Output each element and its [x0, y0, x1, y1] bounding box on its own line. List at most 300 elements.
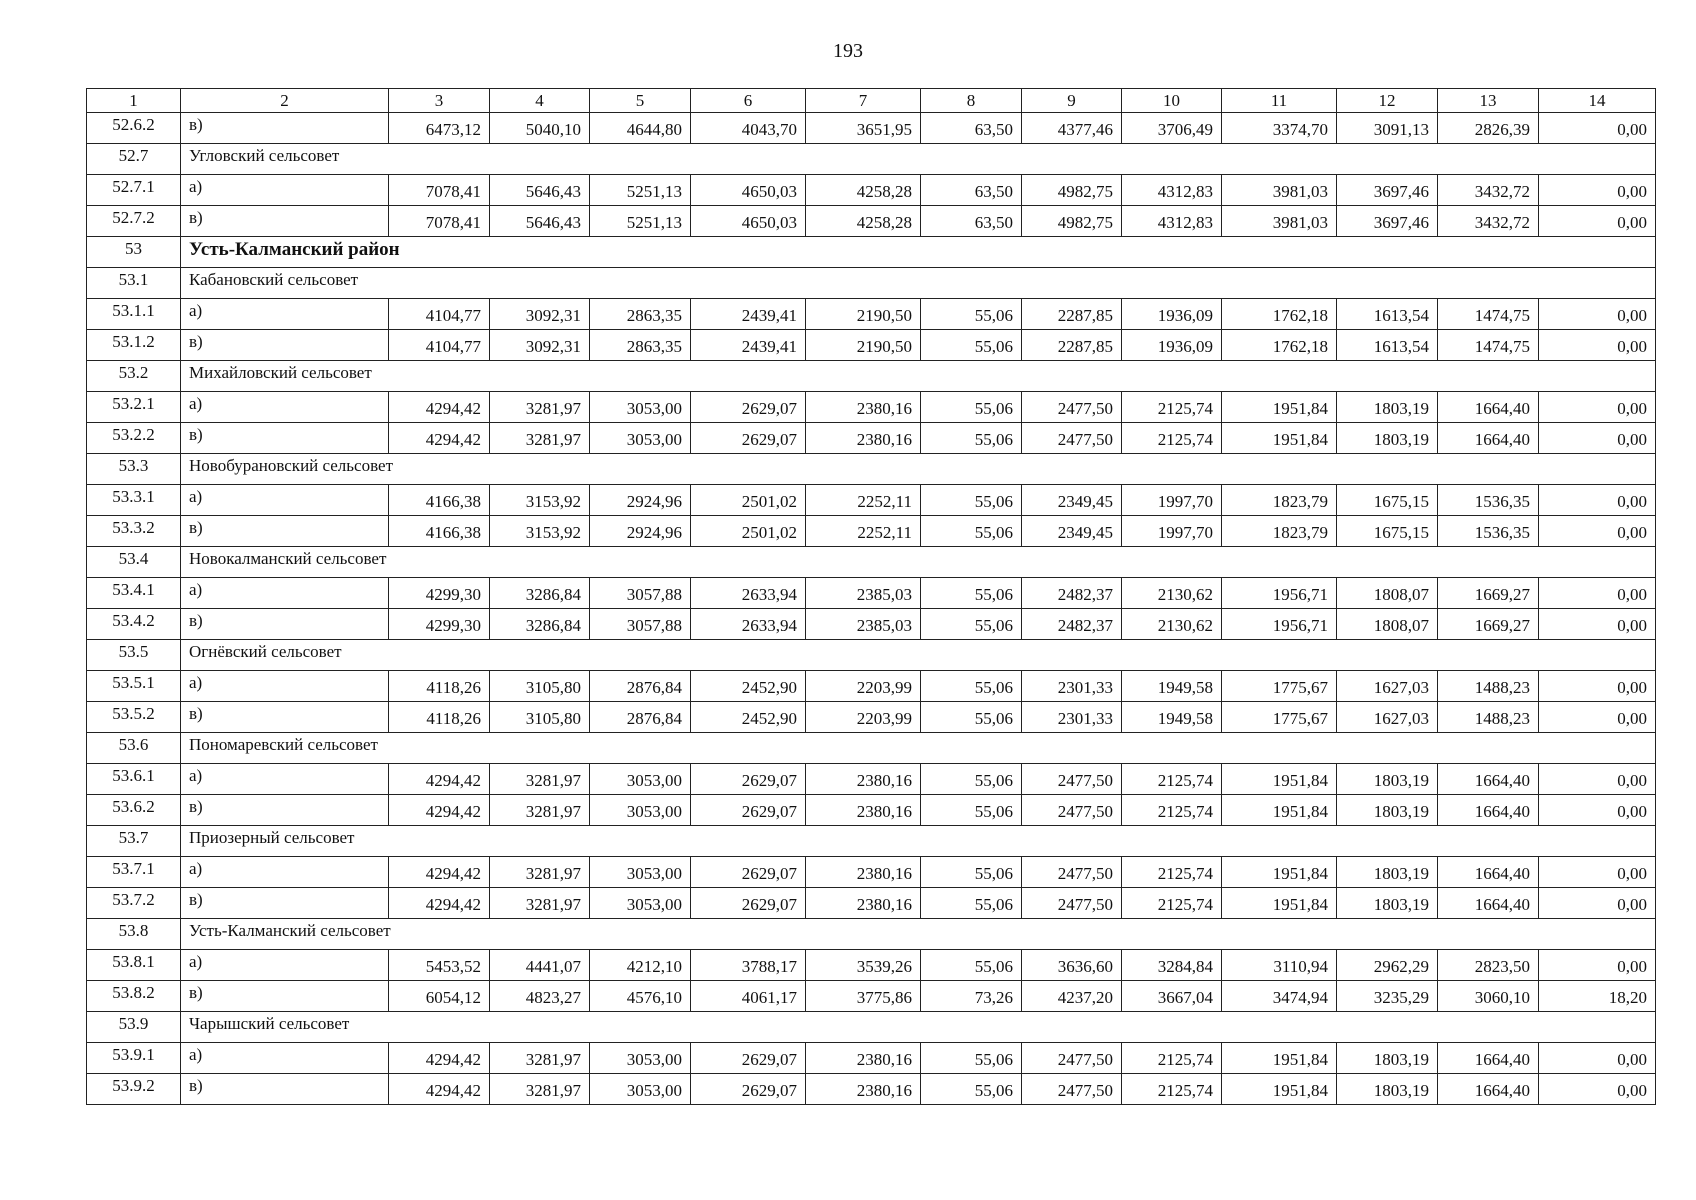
table-row: [87, 113, 1656, 144]
value-cell: 2125,74: [1122, 888, 1222, 919]
value-cell: 3706,49: [1122, 113, 1222, 144]
value-cell: 3651,95: [806, 113, 921, 144]
value-cell: 3286,84: [490, 609, 590, 640]
row-variant-label: в): [181, 795, 389, 826]
value-cell: 0,00: [1539, 1043, 1656, 1074]
value-cell: 3053,00: [590, 795, 691, 826]
row-variant-label: в): [181, 702, 389, 733]
value-cell: 3281,97: [490, 795, 590, 826]
value-cell: 2380,16: [806, 795, 921, 826]
value-cell: 5040,10: [490, 113, 590, 144]
value-cell: 1669,27: [1438, 609, 1539, 640]
row-code: 53.7.2: [87, 888, 181, 919]
row-variant-label: в): [181, 423, 389, 454]
value-cell: 3667,04: [1122, 981, 1222, 1012]
row-variant-label: в): [181, 113, 389, 144]
row-variant-label: в): [181, 206, 389, 237]
value-cell: 4299,30: [389, 609, 490, 640]
value-cell: 0,00: [1539, 702, 1656, 733]
value-cell: 4166,38: [389, 516, 490, 547]
value-cell: 2482,37: [1022, 578, 1122, 609]
value-cell: 1803,19: [1337, 1074, 1438, 1105]
column-number-cell: 3: [389, 89, 490, 113]
section-row: [87, 640, 1656, 671]
row-variant-label: а): [181, 299, 389, 330]
row-code: 52.7.1: [87, 175, 181, 206]
value-cell: 3057,88: [590, 609, 691, 640]
value-cell: 2876,84: [590, 702, 691, 733]
value-cell: 0,00: [1539, 950, 1656, 981]
table-row: [87, 330, 1656, 361]
table-row: [87, 1043, 1656, 1074]
section-name: Угловский сельсовет: [181, 144, 1656, 175]
value-cell: 4576,10: [590, 981, 691, 1012]
row-code: 53.3: [87, 454, 181, 485]
value-cell: 0,00: [1539, 888, 1656, 919]
value-cell: 55,06: [921, 950, 1022, 981]
value-cell: 1613,54: [1337, 330, 1438, 361]
value-cell: 1951,84: [1222, 888, 1337, 919]
value-cell: 4982,75: [1022, 206, 1122, 237]
value-cell: 2629,07: [691, 1043, 806, 1074]
row-code: 53.8.2: [87, 981, 181, 1012]
value-cell: 1474,75: [1438, 299, 1539, 330]
row-code: 52.6.2: [87, 113, 181, 144]
row-code: 53.1.2: [87, 330, 181, 361]
value-cell: 7078,41: [389, 206, 490, 237]
value-cell: 4061,17: [691, 981, 806, 1012]
section-name: Михайловский сельсовет: [181, 361, 1656, 392]
value-cell: 1664,40: [1438, 1043, 1539, 1074]
value-cell: 2477,50: [1022, 392, 1122, 423]
row-code: 53.9.2: [87, 1074, 181, 1105]
value-cell: 3105,80: [490, 702, 590, 733]
value-cell: 2863,35: [590, 330, 691, 361]
value-cell: 1675,15: [1337, 485, 1438, 516]
district-row: [87, 237, 1656, 268]
value-cell: 3053,00: [590, 857, 691, 888]
row-code: 53.2.1: [87, 392, 181, 423]
table-row: [87, 609, 1656, 640]
value-cell: 2380,16: [806, 888, 921, 919]
value-cell: 3981,03: [1222, 206, 1337, 237]
value-cell: 3281,97: [490, 888, 590, 919]
value-cell: 1951,84: [1222, 764, 1337, 795]
value-cell: 3053,00: [590, 1043, 691, 1074]
value-cell: 2385,03: [806, 578, 921, 609]
row-variant-label: в): [181, 330, 389, 361]
value-cell: 4258,28: [806, 175, 921, 206]
value-cell: 0,00: [1539, 578, 1656, 609]
value-cell: 2629,07: [691, 392, 806, 423]
section-row: [87, 144, 1656, 175]
value-cell: 2629,07: [691, 764, 806, 795]
value-cell: 55,06: [921, 516, 1022, 547]
value-cell: 2125,74: [1122, 857, 1222, 888]
section-name: Усть-Калманский сельсовет: [181, 919, 1656, 950]
row-variant-label: в): [181, 516, 389, 547]
table-row: [87, 671, 1656, 702]
row-code: 53.4: [87, 547, 181, 578]
row-code: 53.9: [87, 1012, 181, 1043]
value-cell: 0,00: [1539, 857, 1656, 888]
value-cell: 1936,09: [1122, 330, 1222, 361]
value-cell: 4644,80: [590, 113, 691, 144]
value-cell: 3091,13: [1337, 113, 1438, 144]
value-cell: 0,00: [1539, 671, 1656, 702]
value-cell: 2439,41: [691, 299, 806, 330]
value-cell: 4294,42: [389, 392, 490, 423]
value-cell: 55,06: [921, 795, 1022, 826]
value-cell: 1951,84: [1222, 1043, 1337, 1074]
value-cell: 55,06: [921, 578, 1022, 609]
value-cell: 1664,40: [1438, 1074, 1539, 1105]
value-cell: 5646,43: [490, 206, 590, 237]
value-cell: 2477,50: [1022, 888, 1122, 919]
value-cell: 4258,28: [806, 206, 921, 237]
row-variant-label: а): [181, 857, 389, 888]
value-cell: 2287,85: [1022, 299, 1122, 330]
value-cell: 2301,33: [1022, 671, 1122, 702]
section-row: [87, 919, 1656, 950]
value-cell: 6473,12: [389, 113, 490, 144]
table-row: [87, 299, 1656, 330]
value-cell: 55,06: [921, 485, 1022, 516]
value-cell: 63,50: [921, 175, 1022, 206]
table-row: [87, 981, 1656, 1012]
value-cell: 1664,40: [1438, 888, 1539, 919]
value-cell: 0,00: [1539, 113, 1656, 144]
value-cell: 2380,16: [806, 857, 921, 888]
value-cell: 3981,03: [1222, 175, 1337, 206]
row-code: 53.2.2: [87, 423, 181, 454]
section-name: Новокалманский сельсовет: [181, 547, 1656, 578]
value-cell: 2477,50: [1022, 795, 1122, 826]
value-cell: 3105,80: [490, 671, 590, 702]
value-cell: 3474,94: [1222, 981, 1337, 1012]
column-number-cell: 5: [590, 89, 691, 113]
row-code: 52.7.2: [87, 206, 181, 237]
value-cell: 1488,23: [1438, 702, 1539, 733]
page-number: 193: [833, 40, 863, 62]
section-row: [87, 826, 1656, 857]
value-cell: 5453,52: [389, 950, 490, 981]
value-cell: 1664,40: [1438, 857, 1539, 888]
value-cell: 4294,42: [389, 857, 490, 888]
value-cell: 2349,45: [1022, 516, 1122, 547]
value-cell: 1627,03: [1337, 702, 1438, 733]
value-cell: 2501,02: [691, 485, 806, 516]
row-code: 52.7: [87, 144, 181, 175]
column-number-cell: 1: [87, 89, 181, 113]
value-cell: 1627,03: [1337, 671, 1438, 702]
value-cell: 2823,50: [1438, 950, 1539, 981]
value-cell: 1951,84: [1222, 392, 1337, 423]
value-cell: 0,00: [1539, 1074, 1656, 1105]
row-variant-label: а): [181, 578, 389, 609]
value-cell: 2130,62: [1122, 578, 1222, 609]
value-cell: 4104,77: [389, 299, 490, 330]
value-cell: 2125,74: [1122, 795, 1222, 826]
column-number-cell: 9: [1022, 89, 1122, 113]
value-cell: 1488,23: [1438, 671, 1539, 702]
value-cell: 1951,84: [1222, 795, 1337, 826]
column-number-cell: 13: [1438, 89, 1539, 113]
value-cell: 2633,94: [691, 578, 806, 609]
value-cell: 55,06: [921, 857, 1022, 888]
value-cell: 55,06: [921, 1074, 1022, 1105]
row-code: 53.9.1: [87, 1043, 181, 1074]
section-name: Приозерный сельсовет: [181, 826, 1656, 857]
value-cell: 3775,86: [806, 981, 921, 1012]
table-row: [87, 392, 1656, 423]
value-cell: 4312,83: [1122, 206, 1222, 237]
value-cell: 3235,29: [1337, 981, 1438, 1012]
row-variant-label: а): [181, 175, 389, 206]
value-cell: 1664,40: [1438, 764, 1539, 795]
value-cell: 3053,00: [590, 1074, 691, 1105]
row-variant-label: а): [181, 485, 389, 516]
column-number-cell: 8: [921, 89, 1022, 113]
value-cell: 1936,09: [1122, 299, 1222, 330]
value-cell: 3286,84: [490, 578, 590, 609]
table-row: [87, 175, 1656, 206]
table-row: [87, 1074, 1656, 1105]
section-name: Огнёвский сельсовет: [181, 640, 1656, 671]
value-cell: 5251,13: [590, 206, 691, 237]
value-cell: 1951,84: [1222, 423, 1337, 454]
value-cell: 2452,90: [691, 671, 806, 702]
value-cell: 2130,62: [1122, 609, 1222, 640]
column-number-cell: 11: [1222, 89, 1337, 113]
value-cell: 2501,02: [691, 516, 806, 547]
value-cell: 2380,16: [806, 423, 921, 454]
value-cell: 2125,74: [1122, 764, 1222, 795]
value-cell: 1613,54: [1337, 299, 1438, 330]
value-cell: 2477,50: [1022, 423, 1122, 454]
value-cell: 4104,77: [389, 330, 490, 361]
section-row: [87, 454, 1656, 485]
section-row: [87, 547, 1656, 578]
value-cell: 3153,92: [490, 485, 590, 516]
value-cell: 2477,50: [1022, 1043, 1122, 1074]
value-cell: 3432,72: [1438, 206, 1539, 237]
value-cell: 2477,50: [1022, 857, 1122, 888]
column-number-cell: 12: [1337, 89, 1438, 113]
value-cell: 1956,71: [1222, 578, 1337, 609]
row-code: 53.3.1: [87, 485, 181, 516]
value-cell: 3153,92: [490, 516, 590, 547]
value-cell: 2629,07: [691, 888, 806, 919]
value-cell: 3788,17: [691, 950, 806, 981]
value-cell: 1997,70: [1122, 485, 1222, 516]
value-cell: 1949,58: [1122, 702, 1222, 733]
value-cell: 1664,40: [1438, 392, 1539, 423]
value-cell: 0,00: [1539, 175, 1656, 206]
value-cell: 55,06: [921, 702, 1022, 733]
value-cell: 4377,46: [1022, 113, 1122, 144]
value-cell: 3092,31: [490, 330, 590, 361]
value-cell: 3281,97: [490, 857, 590, 888]
value-cell: 2349,45: [1022, 485, 1122, 516]
value-cell: 55,06: [921, 764, 1022, 795]
section-row: [87, 268, 1656, 299]
value-cell: 1956,71: [1222, 609, 1337, 640]
row-variant-label: а): [181, 1043, 389, 1074]
value-cell: 2385,03: [806, 609, 921, 640]
value-cell: 4982,75: [1022, 175, 1122, 206]
value-cell: 0,00: [1539, 516, 1656, 547]
value-cell: 2203,99: [806, 671, 921, 702]
value-cell: 2629,07: [691, 423, 806, 454]
value-cell: 1803,19: [1337, 764, 1438, 795]
value-cell: 2876,84: [590, 671, 691, 702]
value-cell: 1762,18: [1222, 299, 1337, 330]
table-row: [87, 888, 1656, 919]
value-cell: 4441,07: [490, 950, 590, 981]
value-cell: 6054,12: [389, 981, 490, 1012]
value-cell: 1669,27: [1438, 578, 1539, 609]
value-cell: 1775,67: [1222, 702, 1337, 733]
table-row: [87, 516, 1656, 547]
row-variant-label: в): [181, 609, 389, 640]
value-cell: 5646,43: [490, 175, 590, 206]
value-cell: 1664,40: [1438, 423, 1539, 454]
value-cell: 2252,11: [806, 485, 921, 516]
row-code: 53.6: [87, 733, 181, 764]
row-code: 53.4.1: [87, 578, 181, 609]
tariff-table-container: [86, 88, 1655, 1105]
value-cell: 3057,88: [590, 578, 691, 609]
value-cell: 0,00: [1539, 423, 1656, 454]
value-cell: 1951,84: [1222, 857, 1337, 888]
value-cell: 4166,38: [389, 485, 490, 516]
value-cell: 1803,19: [1337, 888, 1438, 919]
table-row: [87, 764, 1656, 795]
value-cell: 73,26: [921, 981, 1022, 1012]
value-cell: 3697,46: [1337, 175, 1438, 206]
value-cell: 3284,84: [1122, 950, 1222, 981]
row-code: 53.3.2: [87, 516, 181, 547]
value-cell: 3053,00: [590, 764, 691, 795]
value-cell: 3053,00: [590, 888, 691, 919]
value-cell: 2863,35: [590, 299, 691, 330]
value-cell: 1803,19: [1337, 1043, 1438, 1074]
row-code: 53.5: [87, 640, 181, 671]
value-cell: 1823,79: [1222, 485, 1337, 516]
value-cell: 3636,60: [1022, 950, 1122, 981]
value-cell: 3539,26: [806, 950, 921, 981]
section-name: Пономаревский сельсовет: [181, 733, 1656, 764]
value-cell: 2287,85: [1022, 330, 1122, 361]
value-cell: 4237,20: [1022, 981, 1122, 1012]
row-code: 53.5.1: [87, 671, 181, 702]
value-cell: 1803,19: [1337, 795, 1438, 826]
value-cell: 7078,41: [389, 175, 490, 206]
row-variant-label: в): [181, 888, 389, 919]
value-cell: 3281,97: [490, 764, 590, 795]
row-code: 53.6.1: [87, 764, 181, 795]
value-cell: 4294,42: [389, 423, 490, 454]
value-cell: 55,06: [921, 888, 1022, 919]
value-cell: 63,50: [921, 206, 1022, 237]
value-cell: 2252,11: [806, 516, 921, 547]
table-row: [87, 206, 1656, 237]
value-cell: 55,06: [921, 392, 1022, 423]
value-cell: 4823,27: [490, 981, 590, 1012]
value-cell: 1762,18: [1222, 330, 1337, 361]
value-cell: 1803,19: [1337, 857, 1438, 888]
value-cell: 1675,15: [1337, 516, 1438, 547]
row-variant-label: в): [181, 1074, 389, 1105]
value-cell: 1775,67: [1222, 671, 1337, 702]
value-cell: 4294,42: [389, 764, 490, 795]
value-cell: 2380,16: [806, 392, 921, 423]
value-cell: 4294,42: [389, 888, 490, 919]
value-cell: 4650,03: [691, 175, 806, 206]
row-code: 53.1.1: [87, 299, 181, 330]
section-name: Кабановский сельсовет: [181, 268, 1656, 299]
value-cell: 0,00: [1539, 764, 1656, 795]
value-cell: 55,06: [921, 299, 1022, 330]
value-cell: 2924,96: [590, 485, 691, 516]
table-row: [87, 578, 1656, 609]
value-cell: 3281,97: [490, 392, 590, 423]
value-cell: 0,00: [1539, 206, 1656, 237]
value-cell: 3053,00: [590, 392, 691, 423]
value-cell: 3281,97: [490, 1043, 590, 1074]
row-code: 53.5.2: [87, 702, 181, 733]
value-cell: 2629,07: [691, 857, 806, 888]
value-cell: 0,00: [1539, 392, 1656, 423]
column-number-cell: 10: [1122, 89, 1222, 113]
value-cell: 1949,58: [1122, 671, 1222, 702]
value-cell: 1536,35: [1438, 485, 1539, 516]
value-cell: 2629,07: [691, 795, 806, 826]
value-cell: 2477,50: [1022, 764, 1122, 795]
value-cell: 2203,99: [806, 702, 921, 733]
table-row: [87, 857, 1656, 888]
column-number-header: [87, 89, 1656, 113]
value-cell: 2380,16: [806, 1074, 921, 1105]
value-cell: 4118,26: [389, 671, 490, 702]
table-row: [87, 423, 1656, 454]
value-cell: 2190,50: [806, 330, 921, 361]
row-code: 53.1: [87, 268, 181, 299]
district-name: Усть-Калманский район: [181, 237, 1656, 268]
value-cell: 3092,31: [490, 299, 590, 330]
value-cell: 0,00: [1539, 795, 1656, 826]
value-cell: 5251,13: [590, 175, 691, 206]
value-cell: 2633,94: [691, 609, 806, 640]
value-cell: 4294,42: [389, 1074, 490, 1105]
value-cell: 3110,94: [1222, 950, 1337, 981]
row-code: 53: [87, 237, 181, 268]
row-code: 53.4.2: [87, 609, 181, 640]
tariff-table: [86, 88, 1656, 1105]
row-variant-label: а): [181, 392, 389, 423]
table-row: [87, 795, 1656, 826]
column-number-cell: 7: [806, 89, 921, 113]
value-cell: 63,50: [921, 113, 1022, 144]
value-cell: 55,06: [921, 330, 1022, 361]
value-cell: 2380,16: [806, 1043, 921, 1074]
value-cell: 2190,50: [806, 299, 921, 330]
column-number-cell: 2: [181, 89, 389, 113]
row-variant-label: а): [181, 671, 389, 702]
value-cell: 2482,37: [1022, 609, 1122, 640]
value-cell: 4299,30: [389, 578, 490, 609]
